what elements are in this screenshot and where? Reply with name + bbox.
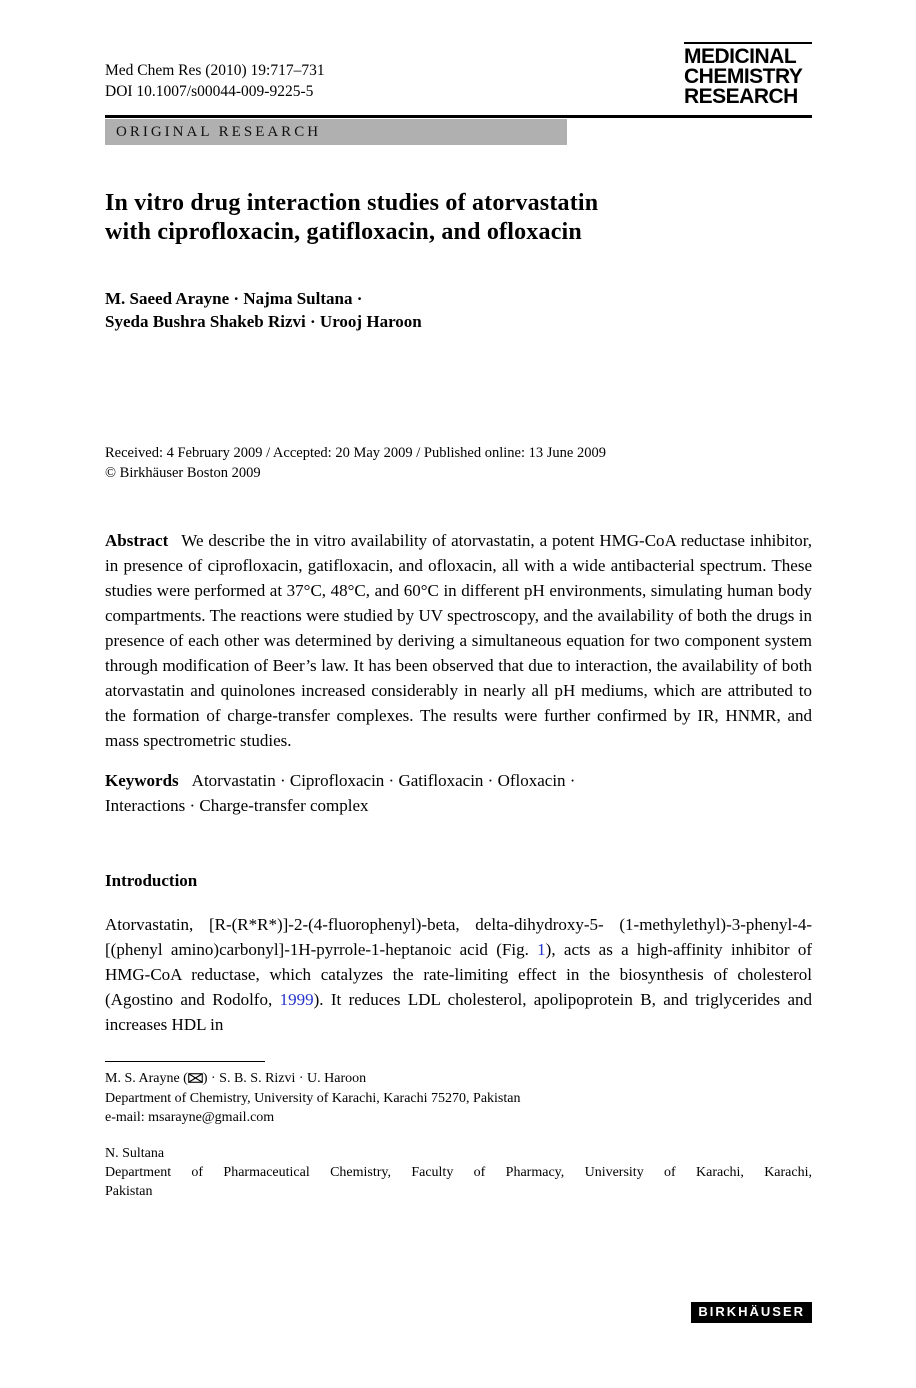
intro-text-1: Atorvastatin, [R-(R*R*)]-2-(4-fluorophenyl)-beta, delta-dihydroxy-5- (1-methylethyl)-3-phenyl-4-[(phenyl amino)carbonyl]-1H-pyrrole-1-heptanoic acid (Fig.: [105, 915, 812, 959]
abstract-text: We describe the in vitro availability of atorvastatin, a potent HMG-CoA reductase inhibitor, in presence of ciprofloxacin, gatifloxacin, and ofloxacin, all with a wide antibacterial spectrum. These studies were performed at 37°C, 48°C, and 60°C in different pH environments, simulating human body compartments. The reactions were studied by UV spectroscopy, and the availability of both the drugs in presence of each other was determined by deriving a simultaneous equation for two component system through modification of Beer’s law. It has been observed that due to interaction, the availability of both atorvastatin and quinolones increased considerably in nearly all pH mediums, which are attributed to the formation of charge-transfer complexes. The results were further confirmed by IR, HNMR, and mass spectrometric studies.: [105, 531, 812, 750]
correspondence-authors: [105, 1069, 812, 1089]
second-author-affiliation-2: Pakistan: [105, 1184, 153, 1199]
received-block: [105, 443, 812, 483]
second-author-affiliation-1: Department of Pharmaceutical Chemistry, Faculty of Pharmacy, University of Karachi, Karachi,: [105, 1165, 812, 1180]
envelope-icon: [188, 1070, 203, 1089]
introduction-paragraph: [105, 912, 812, 1037]
introduction-heading: Introduction: [105, 871, 198, 890]
section-banner-label: ORIGINAL RESEARCH: [116, 124, 322, 140]
intro-text-3: ). It reduces LDL cholesterol, apolipoprotein B, and triglycerides and increases HDL in: [105, 990, 812, 1034]
authors-line-2: Syeda Bushra Shakeb Rizvi · Urooj Haroon: [105, 312, 422, 331]
logo-line-2: CHEMISTRY: [684, 65, 803, 88]
logo-line-3: RESEARCH: [684, 85, 798, 108]
copyright-line: © Birkhäuser Boston 2009: [105, 465, 261, 481]
authors: [105, 287, 812, 333]
journal-ref: Med Chem Res (2010) 19:717–731: [105, 62, 325, 79]
correspondence-email: e-mail: msarayne@gmail.com: [105, 1110, 275, 1125]
keywords-line-1: [105, 768, 812, 793]
correspondence-authors-pre: M. S. Arayne (: [105, 1071, 188, 1086]
footnote-divider: [105, 1061, 265, 1062]
footnote-correspondence: [105, 1069, 812, 1127]
footnote-second-author: [105, 1144, 812, 1201]
keywords-text-2: Interactions · Charge-transfer complex: [105, 796, 369, 815]
abstract-section: [105, 528, 812, 753]
figure-1-link[interactable]: 1: [537, 940, 546, 959]
logo-line-1: MEDICINAL: [684, 45, 797, 68]
journal-meta: [105, 60, 325, 102]
title-line-1: In vitro drug interaction studies of atorvastatin: [105, 190, 599, 216]
publisher-badge: BIRKHÄUSER: [691, 1302, 812, 1323]
abstract-label: Abstract: [105, 531, 169, 550]
keywords-text-1: Atorvastatin · Ciprofloxacin · Gatifloxacin · Ofloxacin ·: [191, 771, 576, 790]
reference-1999-link[interactable]: 1999: [279, 990, 314, 1009]
header-rule: [105, 115, 812, 118]
intro-text-2: ), acts as a high-affinity inhibitor of HMG-CoA reductase, which catalyzes the rate-limiting effect in the biosynthesis of cholesterol (Agostino and Rodolfo,: [105, 940, 812, 1009]
title-line-2: with ciprofloxacin, gatifloxacin, and ofloxacin: [105, 219, 582, 245]
authors-line-1: M. Saeed Arayne · Najma Sultana ·: [105, 289, 363, 308]
section-banner: [105, 119, 567, 145]
page-title: [105, 189, 812, 247]
correspondence-affiliation: Department of Chemistry, University of Karachi, Karachi 75270, Pakistan: [105, 1091, 521, 1106]
keywords-section: [105, 768, 812, 818]
journal-logo: [684, 42, 812, 107]
second-author-name: N. Sultana: [105, 1146, 165, 1161]
page-header: [105, 42, 812, 107]
journal-doi: DOI 10.1007/s00044-009-9225-5: [105, 83, 314, 100]
received-line: Received: 4 February 2009 / Accepted: 20 May 2009 / Published online: 13 June 2009: [105, 445, 606, 461]
keywords-label: Keywords: [105, 771, 179, 790]
correspondence-authors-post: ) · S. B. S. Rizvi · U. Haroon: [202, 1071, 367, 1086]
